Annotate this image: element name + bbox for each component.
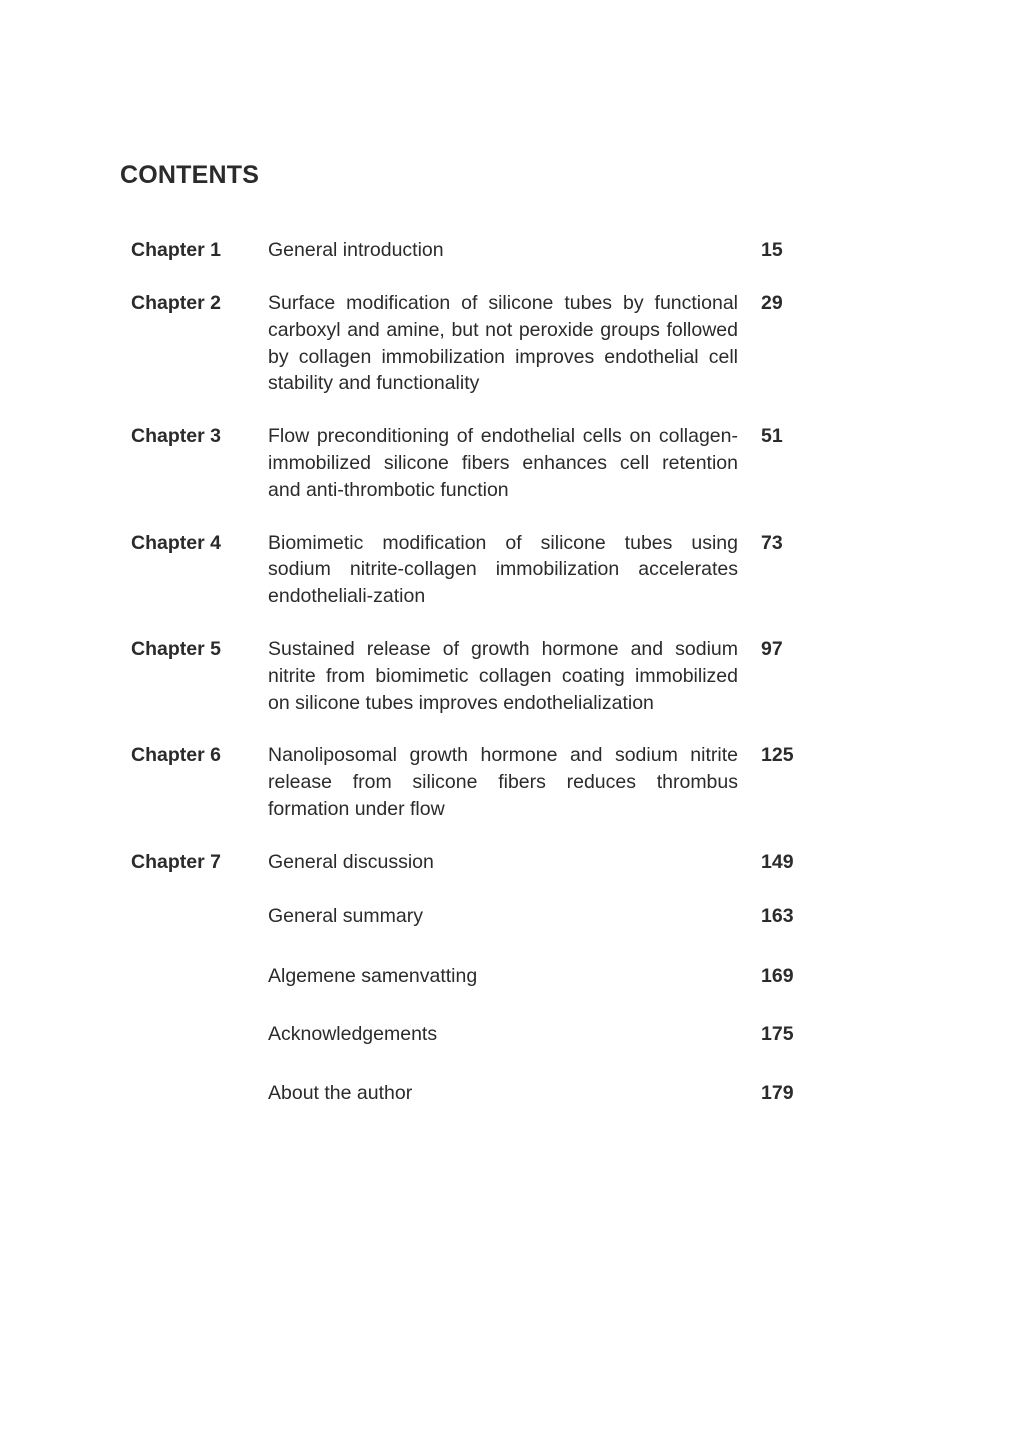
entry-title: Surface modification of silicone tubes by functional carboxyl and amine, but not peroxide groups followed by collagen immobilization improves endothelial cell stability and functionality	[268, 292, 738, 395]
page-number: 149	[761, 850, 794, 873]
entry-title: Nanoliposomal growth hormone and sodium nitrite release from silicone fibers reduces thrombus formation under flow	[268, 744, 738, 820]
toc-entry-chapter-7[interactable]	[131, 849, 831, 876]
page-number: 97	[761, 637, 783, 660]
page-number: 169	[761, 964, 794, 987]
page-number: 29	[761, 292, 783, 314]
chapter-label: Chapter 4	[131, 531, 221, 554]
toc-entry-chapter-5[interactable]	[131, 636, 831, 716]
toc-entry-about-the-author[interactable]	[131, 1080, 831, 1107]
toc-entry-chapter-2[interactable]	[131, 290, 831, 397]
chapter-label: Chapter 2	[131, 292, 221, 314]
entry-title: Biomimetic modification of silicone tubes using sodium nitrite-collagen immobilization accelerates endotheliali-zation	[268, 531, 738, 608]
page-number: 125	[761, 744, 794, 767]
entry-title: About the author	[268, 1081, 413, 1104]
entry-title: Flow preconditioning of endothelial cells on collagen-immobilized silicone fibers enhances cell retention and anti-thrombotic function	[268, 425, 738, 501]
chapter-label: Chapter 6	[131, 744, 221, 767]
chapter-label: Chapter 1	[131, 239, 221, 261]
page-number: 51	[761, 425, 783, 448]
entry-title: General discussion	[268, 850, 434, 873]
toc-entry-chapter-1[interactable]	[131, 237, 831, 264]
page-number: 175	[761, 1022, 794, 1045]
page-title: CONTENTS	[120, 161, 260, 189]
table-of-contents	[131, 237, 831, 1107]
page-number: 15	[761, 239, 783, 261]
toc-entry-chapter-3[interactable]	[131, 423, 831, 503]
page-number: 179	[761, 1081, 794, 1104]
toc-entry-chapter-6[interactable]	[131, 742, 831, 822]
entry-title: General introduction	[268, 239, 444, 261]
chapter-label: Chapter 5	[131, 637, 221, 660]
toc-entry-algemene-samenvatting[interactable]	[131, 963, 831, 990]
entry-title: Sustained release of growth hormone and sodium nitrite from biomimetic collagen coating immobilized on silicone tubes improves endothelialization	[268, 637, 738, 714]
page-number: 163	[761, 904, 794, 927]
toc-entry-general-summary[interactable]	[131, 903, 831, 930]
toc-entry-chapter-4[interactable]	[131, 530, 831, 610]
toc-entry-acknowledgements[interactable]	[131, 1021, 831, 1048]
entry-title: Acknowledgements	[268, 1022, 438, 1045]
entry-title: General summary	[268, 904, 423, 927]
entry-title: Algemene samenvatting	[268, 964, 478, 987]
chapter-label: Chapter 7	[131, 850, 221, 873]
page-number: 73	[761, 531, 783, 554]
chapter-label: Chapter 3	[131, 425, 221, 448]
